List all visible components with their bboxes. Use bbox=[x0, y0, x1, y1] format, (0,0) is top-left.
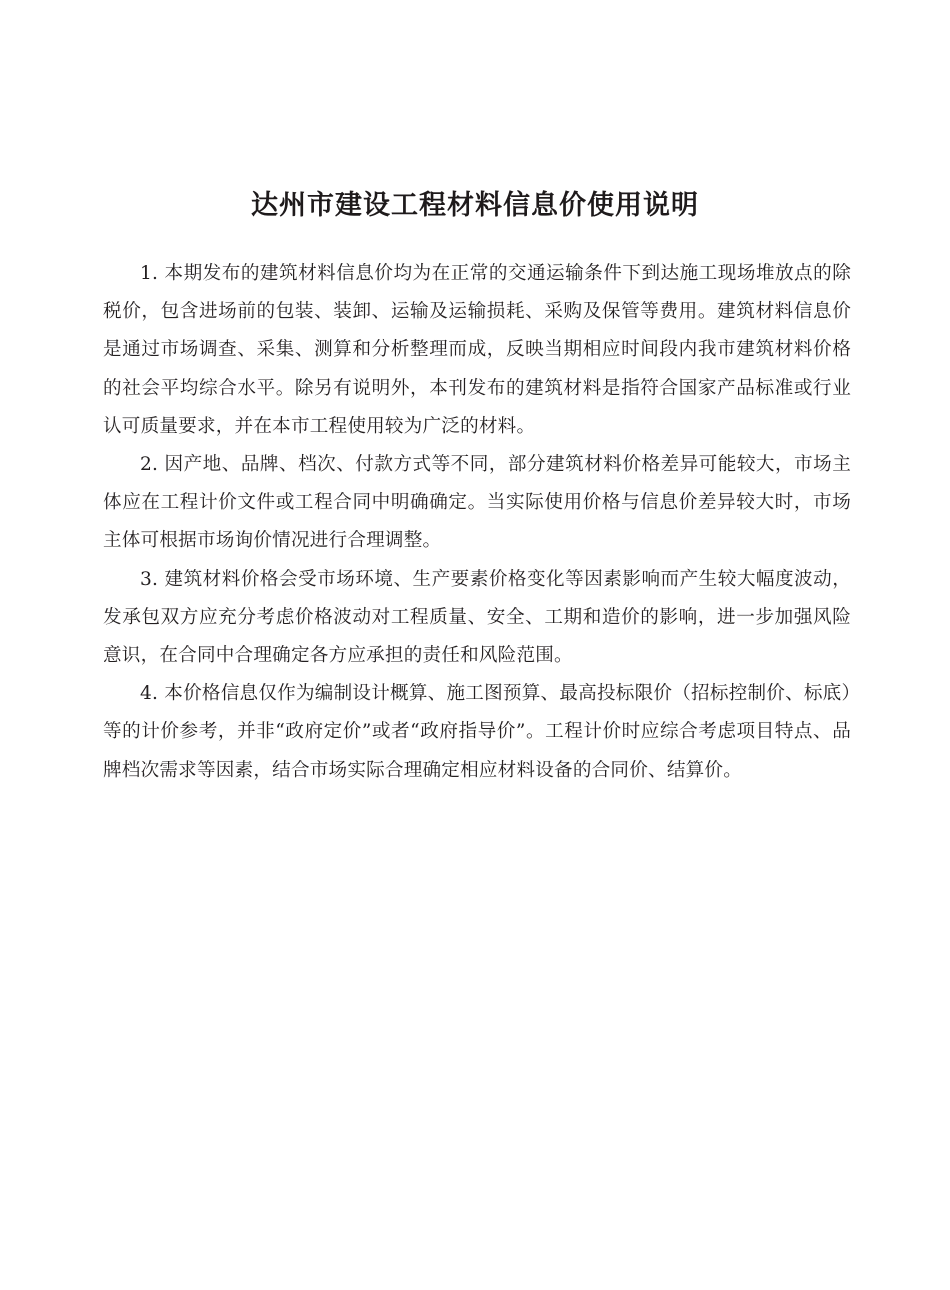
document-title: 达州市建设工程材料信息价使用说明 bbox=[251, 190, 699, 222]
document-body bbox=[103, 255, 851, 790]
paragraph-4: 4. 本价格信息仅作为编制设计概算、施工图预算、最高投标限价（招标控制价、标底）等的计价参考，并非“政府定价”或者“政府指导价”。工程计价时应综合考虑项目特点、品牌档次需求等因素，结合市场实际合理确定相应材料设备的合同价、结算价。 bbox=[103, 683, 851, 781]
paragraph-2: 2. 因产地、品牌、档次、付款方式等不同，部分建筑材料价格差异可能较大，市场主体应在工程计价文件或工程合同中明确确定。当实际使用价格与信息价差异较大时，市场主体可根据市场询价情况进行合理调整。 bbox=[103, 454, 851, 552]
paragraph-1: 1. 本期发布的建筑材料信息价均为在正常的交通运输条件下到达施工现场堆放点的除税价，包含进场前的包装、装卸、运输及运输损耗、采购及保管等费用。建筑材料信息价是通过市场调查、采集、测算和分析整理而成，反映当期相应时间段内我市建筑材料价格的社会平均综合水平。除另有说明外，本刊发布的建筑材料是指符合国家产品标准或行业认可质量要求，并在本市工程使用较为广泛的材料。 bbox=[103, 263, 851, 437]
paragraph-3: 3. 建筑材料价格会受市场环境、生产要素价格变化等因素影响而产生较大幅度波动，发承包双方应充分考虑价格波动对工程质量、安全、工期和造价的影响，进一步加强风险意识，在合同中合理确定各方应承担的责任和风险范围。 bbox=[103, 568, 851, 667]
